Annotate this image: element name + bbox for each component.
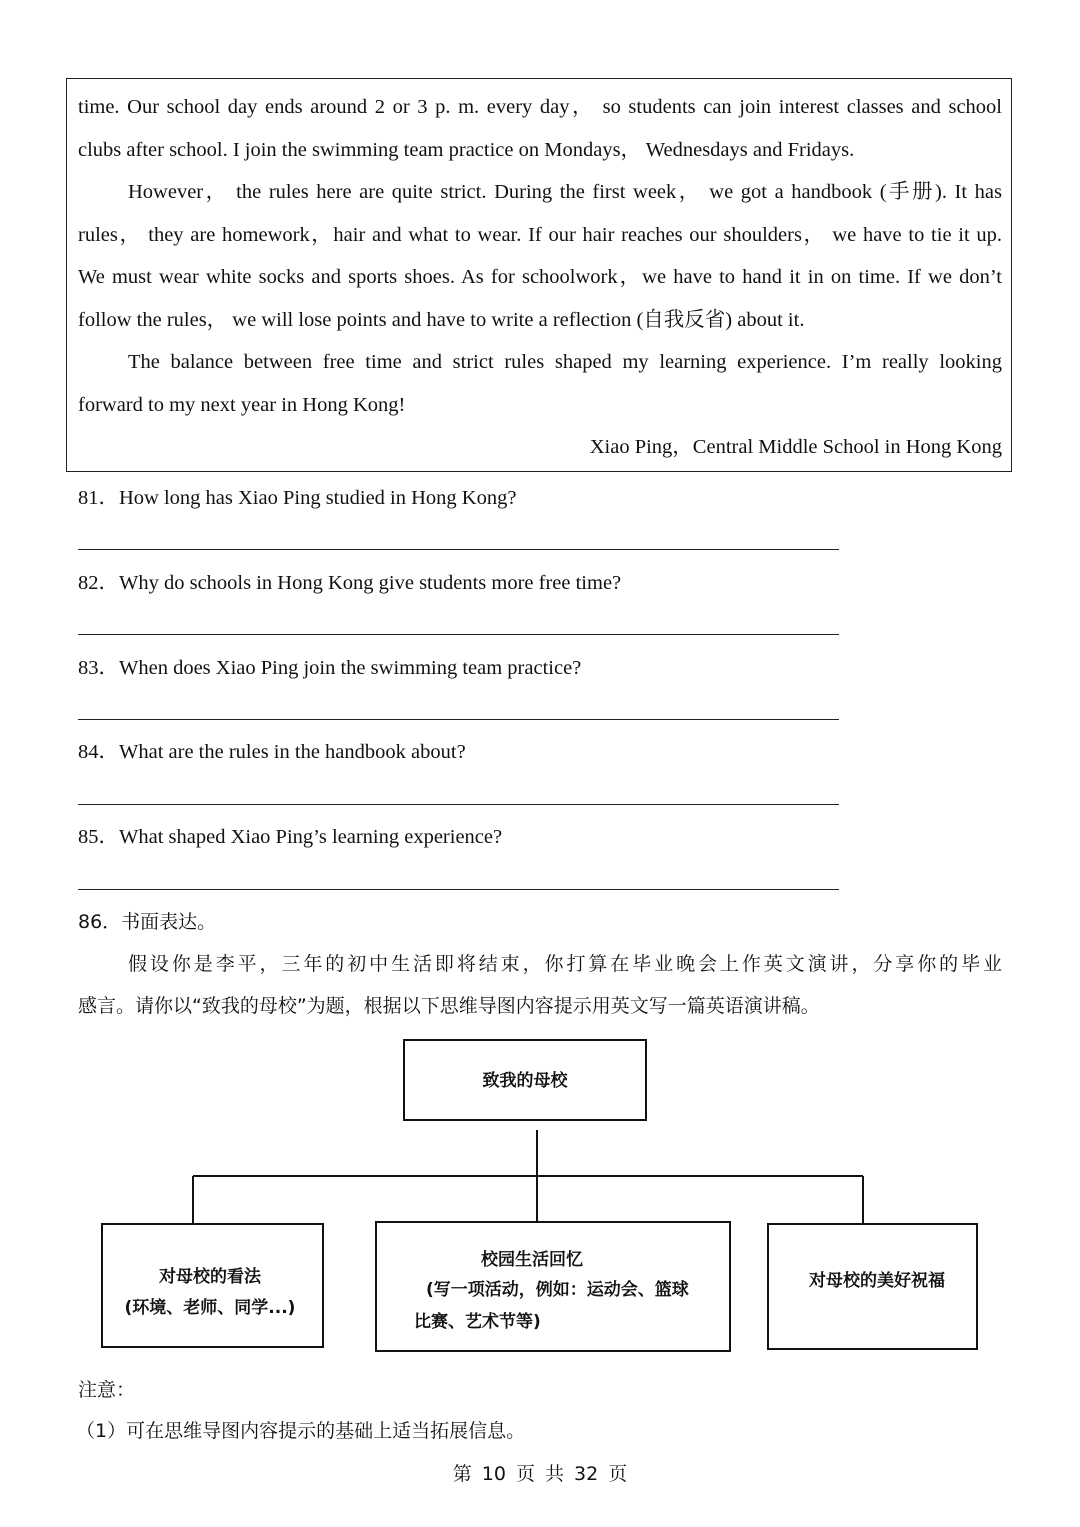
writing-prompt-line: 感言。请你以“致我的母校”为题，根据以下思维导图内容提示用英文写一篇英语演讲稿。 <box>78 995 820 1017</box>
notes-label: 注意： <box>78 1379 136 1401</box>
question-81: 81．How long has Xiao Ping studied in Hong Kong? <box>78 487 517 509</box>
passage-line: rules， they are homework，hair and what to wear. If our hair reaches our shoulders， we have to tie it up. <box>78 224 1002 246</box>
passage-line: However， the rules here are quite strict. During the first week， we got a handbook (手册). It has <box>128 181 1002 203</box>
question-85: 85．What shaped Xiao Ping’s learning experience? <box>78 826 503 848</box>
passage-line: We must wear white socks and sports shoes. As for schoolwork，we have to hand it in on time. If we don’t <box>78 266 1002 288</box>
passage-line: The balance between free time and strict rules shaped my learning experience. I’m really looking <box>128 351 1002 373</box>
notes-item: （1）可在思维导图内容提示的基础上适当拓展信息。 <box>76 1420 526 1442</box>
mindmap-left-label: 对母校的看法 <box>159 1267 261 1287</box>
mindmap-middle-label: 校园生活回忆 <box>481 1250 583 1270</box>
mindmap-right-label: 对母校的美好祝福 <box>809 1271 945 1291</box>
passage-line: time. Our school day ends around 2 or 3 p. m. every day， so students can join interest classes and school <box>78 96 1002 118</box>
question-84: 84．What are the rules in the handbook about? <box>78 741 466 763</box>
page-number: 第 10 页 共 32 页 <box>452 1463 628 1485</box>
passage-line: follow the rules， we will lose points and have to write a reflection (自我反省) about it. <box>78 309 805 331</box>
question-82: 82．Why do schools in Hong Kong give students more free time? <box>78 572 622 594</box>
mindmap-middle-sublabel: (写一项活动，例如：运动会、篮球 <box>426 1280 689 1300</box>
question-83: 83．When does Xiao Ping join the swimming team practice? <box>78 657 582 679</box>
passage-signature: Xiao Ping，Central Middle School in Hong Kong <box>589 436 1002 458</box>
writing-prompt-line: 假设你是李平，三年的初中生活即将结束，你打算在毕业晚会上作英文演讲，分享你的毕业 <box>128 953 1002 975</box>
passage-line: clubs after school. I join the swimming team practice on Mondays， Wednesdays and Fridays. <box>78 139 855 161</box>
mindmap-left-sublabel: (环境、老师、同学...) <box>124 1298 296 1318</box>
passage-line: forward to my next year in Hong Kong! <box>78 394 406 416</box>
mindmap-root-label: 致我的母校 <box>482 1071 568 1091</box>
mindmap-middle-sublabel: 比赛、艺术节等) <box>414 1312 541 1332</box>
writing-task-heading: 86．书面表达。 <box>78 911 217 933</box>
